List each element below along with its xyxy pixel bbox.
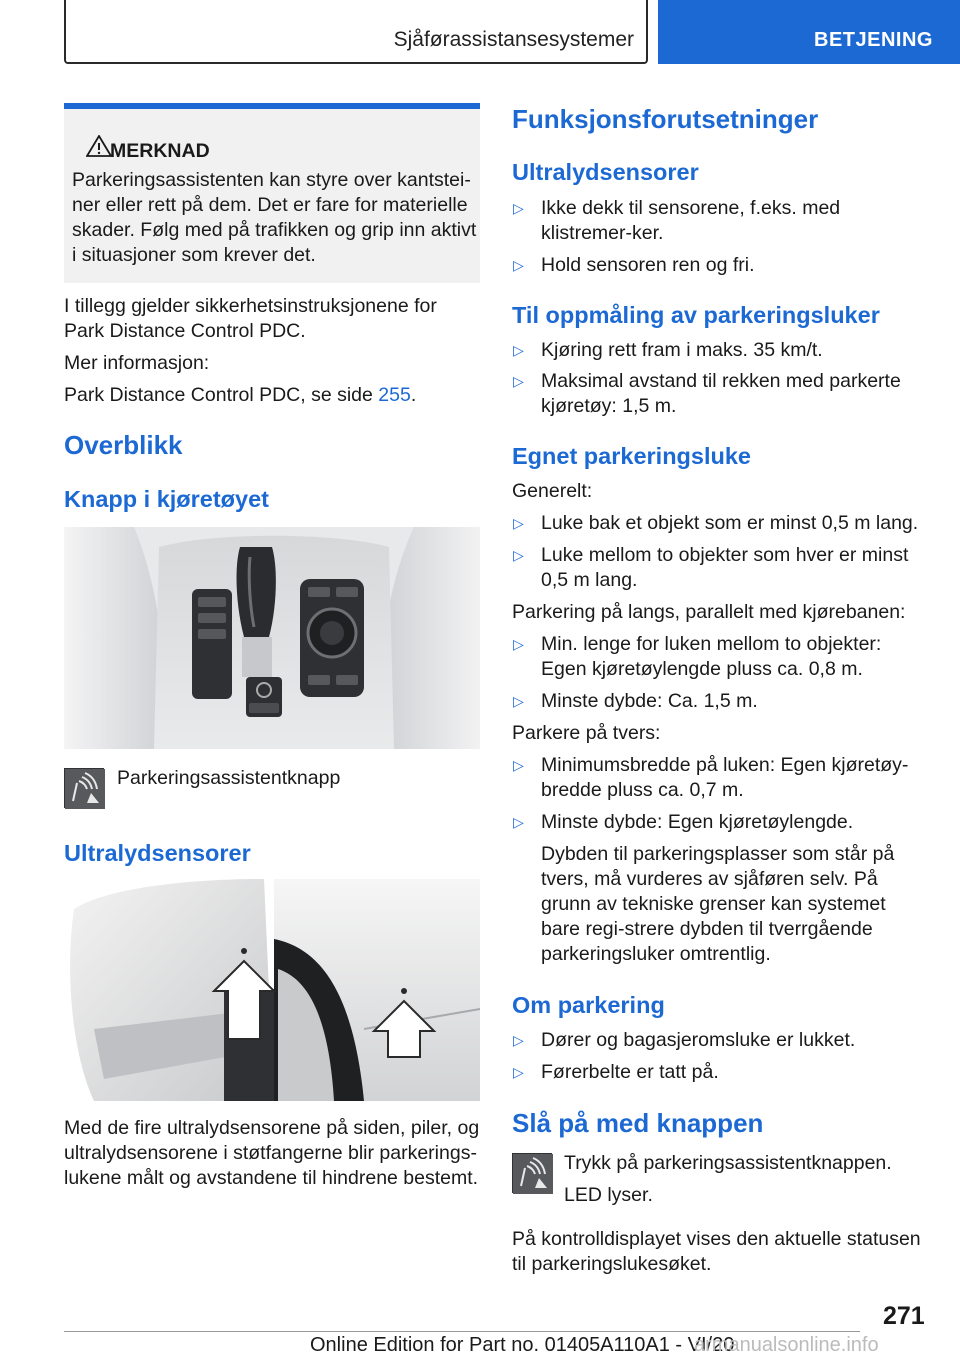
bullet-triangle-icon: ▷ [513,200,524,216]
warning-note [64,103,480,283]
cross-depth-note: Dybden til parkeringsplasser som står på tvers, må vurderes av sjåføren selv. På grunn av tekniske grenser kan systemet bare regi-strere dybden til tverrgående parkeringsluker omtrentlig. [541,843,895,965]
center-console-image [64,527,480,749]
page-number: 271 [883,1302,925,1330]
activate-step-1: Trykk på parkeringsassistentknappen. [564,1152,892,1174]
bullet-triangle-icon: ▷ [513,515,524,531]
center-console-illustration [64,527,480,749]
parking-assistant-button-icon [64,768,104,808]
bullet-triangle-icon: ▷ [513,636,524,652]
list-item-measure-1: ▷ Kjøring rett fram i maks. 35 km/t. [513,339,823,361]
bullet-triangle-icon: ▷ [513,693,524,709]
heading-ultrasonic-right: Ultralydsensorer [512,159,699,185]
header-chapter-tab[interactable] [658,0,960,64]
header-section-title: Sjåførassistansesystemer [393,28,634,51]
edition-info: Online Edition for Part no. 01405A110A1 - VI/20 [310,1334,735,1356]
bullet-triangle-icon: ▷ [513,373,524,389]
bullet-triangle-icon: ▷ [513,757,524,773]
list-item-cross-1: ▷ Minimumsbredde på luken: Egen kjøretøy-bredde pluss ca. 0,7 m. [513,754,909,801]
list-item-parallel-2: ▷ Minste dybde: Ca. 1,5 m. [513,690,758,712]
ultrasonic-sensors-image [64,879,480,1101]
pdc-reference-period: . [410,384,417,406]
bullet-triangle-icon: ▷ [513,1064,524,1080]
bullet-triangle-icon: ▷ [513,342,524,358]
button-caption: Parkeringsassistentknapp [117,767,341,789]
warning-triangle-icon [86,135,112,157]
more-info-label: Mer informasjon: [64,352,210,374]
parking-sensor-icon [513,1154,553,1194]
watermark: armanualsonline.info [694,1334,879,1356]
parallel-label: Parkering på langs, parallelt med kjørebanen: [512,601,906,623]
bullet-triangle-icon: ▷ [513,1032,524,1048]
note-title: MERKNAD [110,140,210,162]
list-item-parallel-1: ▷ Min. lenge for luken mellom to objekter: Egen kjøretøylengde pluss ca. 0,8 m. [513,633,882,680]
list-item-ultra-2: ▷ Hold sensoren ren og fri. [513,254,755,276]
car-sensors-illustration [64,879,480,1101]
bullet-triangle-icon: ▷ [513,814,524,830]
parking-assistant-button-icon-2 [512,1153,552,1193]
list-item-general-1: ▷ Luke bak et objekt som er minst 0,5 m lang. [513,512,919,534]
list-item-parking-1: ▷ Dører og bagasjeromsluke er lukket. [513,1029,856,1051]
list-item-ultra-1: ▷ Ikke dekk til sensorene, f.eks. med klistremer-ker. [513,197,841,244]
header-chapter-title: BETJENING [814,29,933,51]
heading-activate: Slå på med knappen [512,1108,764,1138]
heading-ultrasonic-left: Ultralydsensorer [64,840,251,866]
bullet-triangle-icon: ▷ [513,257,524,273]
activate-step-2: LED lyser. [564,1184,653,1206]
heading-suitable-space: Egnet parkeringsluke [512,443,751,469]
bullet-triangle-icon: ▷ [513,547,524,563]
footer-divider [64,1331,860,1332]
list-item-general-2: ▷ Luke mellom to objekter som hver er minst 0,5 m lang. [513,544,909,591]
heading-button-in-vehicle: Knapp i kjøretøyet [64,486,270,512]
general-label: Generelt: [512,480,593,502]
parking-sensor-icon [65,769,105,809]
safety-paragraph: I tillegg gjelder sikkerhetsinstruksjonene for Park Distance Control PDC. [64,295,437,342]
list-item-cross-2: ▷ Minste dybde: Egen kjøretøylengde. [513,811,854,833]
list-item-parking-2: ▷ Førerbelte er tatt på. [513,1061,719,1083]
heading-about-parking: Om parkering [512,992,665,1018]
page-link-255[interactable]: 255 [378,384,411,406]
cross-label: Parkere på tvers: [512,722,661,744]
sensors-description: Med de fire ultralydsensorene på siden, piler, og ultralydsensorene i støtfangerne blir parkerings-lukene målt og avstandene til hindrene bestemt. [64,1117,480,1189]
activate-status-paragraph: På kontrolldisplayet vises den aktuelle statusen til parkeringslukesøket. [512,1228,921,1275]
note-text: Parkeringsassistenten kan styre over kantstei-ner eller rett på dem. Det er fare for materielle skader. Følg med på trafikken og grip inn aktivt i situasjoner som krever det. [72,169,477,266]
pdc-reference [64,383,480,408]
header-section-box [64,0,648,64]
heading-overview: Overblikk [64,430,183,460]
pdc-reference-text: Park Distance Control PDC, se side [64,384,379,406]
list-item-measure-2: ▷ Maksimal avstand til rekken med parkerte kjøretøy: 1,5 m. [513,370,901,417]
heading-requirements: Funksjonsforutsetninger [512,104,819,134]
heading-measuring: Til oppmåling av parkeringsluker [512,302,880,328]
